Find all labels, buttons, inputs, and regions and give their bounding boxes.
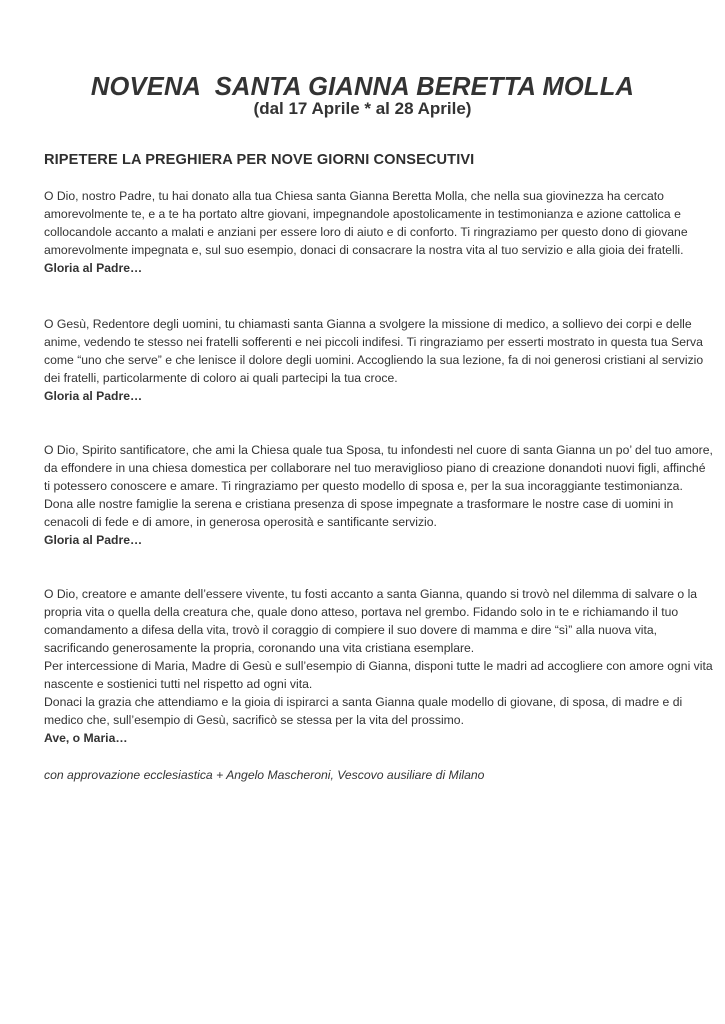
prayer-line: nascente e sostienici tutti nel rispetto ad ogni vita.	[44, 677, 313, 691]
prayer-closing: Gloria al Padre…	[44, 389, 143, 403]
section-heading: RIPETERE LA PREGHIERA PER NOVE GIORNI CONSECUTIVI	[44, 152, 475, 168]
prayer-line: O Dio, nostro Padre, tu hai donato alla tua Chiesa santa Gianna Beretta Molla, che nella sua giovinezza ha cercato	[44, 189, 664, 203]
prayer-line: anime, vedendo te stesso nei fratelli sofferenti e nei piccoli indifesi. Ti ringraziamo per esserti mostrato in questa tua Serva	[44, 335, 703, 349]
prayer-line: Dona alle nostre famiglie la serena e cristiana presenza di spose impegnate a trasformare le nostre case di uomini in	[44, 497, 674, 511]
prayer-paragraph-4	[44, 585, 713, 747]
prayer-line: comandamento a difesa della vita, trovò il coraggio di compiere il suo dovere di mamma e dire “sì” alla nuova vita,	[44, 623, 658, 637]
prayer-line: propria vita o quella della creatura che, quale dono atteso, portava nel grembo. Fidando solo in te e richiamando il tuo	[44, 605, 679, 619]
prayer-paragraph-2	[44, 315, 704, 405]
prayer-closing: Gloria al Padre…	[44, 261, 143, 275]
prayer-line: dei fratelli, particolarmente di coloro ai quali partecipi la tua croce.	[44, 371, 398, 385]
document-title: NOVENA SANTA GIANNA BERETTA MOLLA	[90, 73, 635, 101]
prayer-line: O Dio, creatore e amante dell’essere vivente, tu fosti accanto a santa Gianna, quando si trovò nel dilemma di salvare o la	[44, 587, 698, 601]
prayer-line: amorevolmente te, e a te ha portato altre giovani, impegnandole apostolicamente in testimonianza e azione cattolica e	[44, 207, 681, 221]
prayer-line: amorevolmente impegnata e, sul suo esempio, donaci di consacrare la nostra vita al tuo servizio e alla gioia dei fratelli.	[44, 243, 684, 257]
prayer-line: cenacoli di fede e di amore, in generosa operosità e santificante servizio.	[44, 515, 437, 529]
prayer-line: O Gesù, Redentore degli uomini, tu chiamasti santa Gianna a svolgere la missione di medico, a sollievo dei corpi e delle	[44, 317, 692, 331]
ecclesiastical-approval-note: con approvazione ecclesiastica + Angelo Mascheroni, Vescovo ausiliare di Milano	[44, 768, 485, 782]
prayer-paragraph-1	[44, 187, 694, 277]
prayer-line: sacrificando generosamente la propria, coronando una vita cristiana esemplare.	[44, 641, 475, 655]
prayer-line: ti potessero conoscere e amare. Ti ringraziamo per questo modello di sposa e, per la sua incoraggiante testimonianza.	[44, 479, 683, 493]
prayer-closing: Ave, o Maria…	[44, 731, 128, 745]
prayer-line: Per intercessione di Maria, Madre di Gesù e sull’esempio di Gianna, disponi tutte le madri ad accogliere con amore ogni vita	[44, 659, 713, 673]
prayer-line: Donaci la grazia che attendiamo e la gioia di ispirarci a santa Gianna quale modello di giovane, di sposa, di madre e di	[44, 695, 683, 709]
prayer-line: medico che, sull’esempio di Gesù, sacrificò se stessa per la vita del prossimo.	[44, 713, 464, 727]
prayer-closing: Gloria al Padre…	[44, 533, 143, 547]
document-subtitle: (dal 17 Aprile * al 28 Aprile)	[253, 99, 472, 118]
prayer-line: come “uno che serve” e che lenisce il dolore degli uomini. Accogliendo la sua lezione, fa di noi generosi cristiani al servizio	[44, 353, 704, 367]
prayer-line: O Dio, Spirito santificatore, che ami la Chiesa quale tua Sposa, tu infondesti nel cuore di santa Gianna un po’ del tuo amore,	[44, 443, 713, 457]
prayer-paragraph-3	[44, 441, 713, 549]
prayer-line: collocandole accanto a malati e anziani per essere loro di aiuto e di conforto. Ti ringraziamo per questo dono di giovane	[44, 225, 688, 239]
prayer-line: da effondere in una chiesa domestica per collaborare nel tuo meraviglioso piano di creazione donandoti nuovi figli, affinché	[44, 461, 706, 475]
